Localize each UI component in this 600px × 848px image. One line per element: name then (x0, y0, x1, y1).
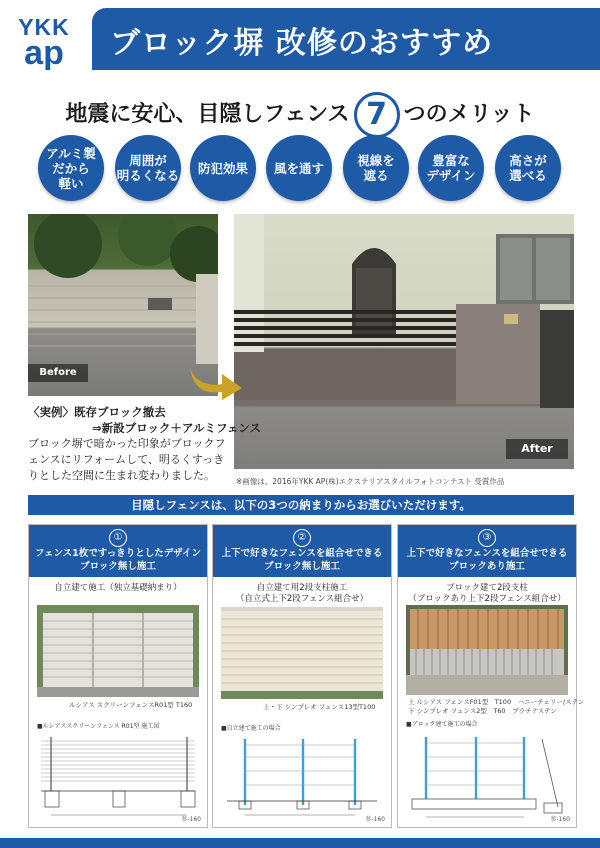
option-3-construction-diagram (406, 729, 568, 821)
merits-subtitle (0, 92, 600, 138)
merit-circle-design: 豊富な デザイン (418, 135, 484, 201)
option-2-line1: 上下で好きなフェンスを組合せできる (221, 548, 383, 559)
option-3-fence-art (406, 605, 568, 695)
merit-count-badge: 7 (354, 92, 400, 138)
after-label: After (506, 439, 568, 459)
option-1-photo (37, 605, 199, 697)
option-3-caption-1: 上 ルシアス フェンスF01型 T100 ハニーチェリー/ステン (408, 698, 585, 706)
merit-circle-security: 防犯効果 (190, 135, 256, 201)
option-2-sub1: 自立建て用2段支柱施工 (256, 583, 348, 593)
logo-text-bottom: ap (24, 34, 64, 70)
example-title-1: 〈実例〉既存ブロック撤去 (28, 405, 166, 419)
merit-circle-privacy: 視線を 遮る (343, 135, 409, 201)
subtitle-before: 地震に安心、目隠しフェンス (65, 102, 350, 127)
photo-note: ※画像は、2016年YKK AP(株)エクステリアスタイルフォトコンテスト 受賞作品 (236, 477, 505, 486)
example-title-2: ⇒新設ブロック＋アルミフェンス (92, 421, 262, 435)
option-card-1 (28, 524, 208, 828)
option-2-construction-diagram (221, 731, 383, 823)
option-2-sub2: （自立式上下2段フェンス組合せ） (235, 594, 369, 604)
option-1-number: ① (109, 529, 127, 547)
arrow-icon (188, 362, 244, 402)
option-1-construction-diagram (37, 731, 199, 823)
option-3-diagram-label: ■ブロック建て施工の場合 (406, 721, 478, 728)
option-1-diagram-label: ■ルシアススクリーンフェンス R01型 施工図 (37, 723, 160, 730)
option-3-sub2: （ブロックあり上下2段フェンス組合せ） (408, 594, 566, 604)
logo-text-top: YKK (18, 14, 70, 40)
subtitle-after: つのメリット (403, 102, 535, 127)
merit-circle-light: アルミ製 だから 軽い (38, 135, 104, 201)
option-3-number: ③ (478, 529, 496, 547)
option-2-fence-art (221, 607, 383, 699)
example-description: ブロック塀で暗かった印象がブロックフェンスにリフォームして、明るくすっきりとした空間に生まれ変わりました。 (28, 437, 226, 482)
option-1-caption: ルシアス スクリーンフェンスR01型 T160 (69, 701, 193, 709)
option-3-caption-2: 下 シンプレオ フェンス2型 T60 プラチナステン (408, 707, 557, 715)
merit-circle-wind: 風を通す (266, 135, 332, 201)
merit-circle-bright: 周囲が 明るくなる (115, 135, 181, 201)
option-1-line2: ブロック無し施工 (80, 561, 156, 572)
option-2-line2: ブロック無し施工 (264, 561, 340, 572)
after-photo (234, 214, 574, 469)
merit-circle-height: 高さが 選べる (495, 135, 561, 201)
option-card-3 (397, 524, 585, 828)
option-1-mark: 参-160 (181, 816, 201, 823)
option-1-header (29, 525, 207, 577)
page-title: ブロック塀 改修のおすすめ (110, 26, 494, 61)
option-2-mark: 参-160 (365, 816, 385, 823)
option-2-photo (221, 607, 383, 699)
option-1-sub1: 自立建て施工（独立基礎納まり） (54, 583, 182, 593)
after-photo-art (234, 214, 574, 469)
option-2-diagram-label: ■自立建て施工の場合 (221, 725, 281, 732)
option-3-mark: 参-160 (550, 816, 570, 823)
option-3-line1: 上下で好きなフェンスを組合せできる (406, 548, 568, 559)
option-3-header (398, 525, 576, 577)
option-2-header (213, 525, 391, 577)
options-band: 目隠しフェンスは、以下の3つの納まりからお選びいただけます。 (28, 495, 574, 515)
option-3-line2: ブロックあり施工 (449, 561, 525, 572)
option-card-2 (212, 524, 392, 828)
option-1-line1: フェンス1枚ですっきりとしたデザイン (34, 548, 202, 559)
ykk-ap-logo (8, 8, 80, 70)
option-2-number: ② (293, 529, 311, 547)
option-3-sub1: ブロック建て2段支柱 (446, 583, 528, 593)
footer-strip (0, 838, 600, 848)
option-2-caption: 上・下 シンプレオ フェンス13型T100 (263, 703, 376, 711)
option-1-fence-art (37, 605, 199, 697)
before-label: Before (28, 364, 88, 382)
option-3-photo (406, 605, 568, 695)
